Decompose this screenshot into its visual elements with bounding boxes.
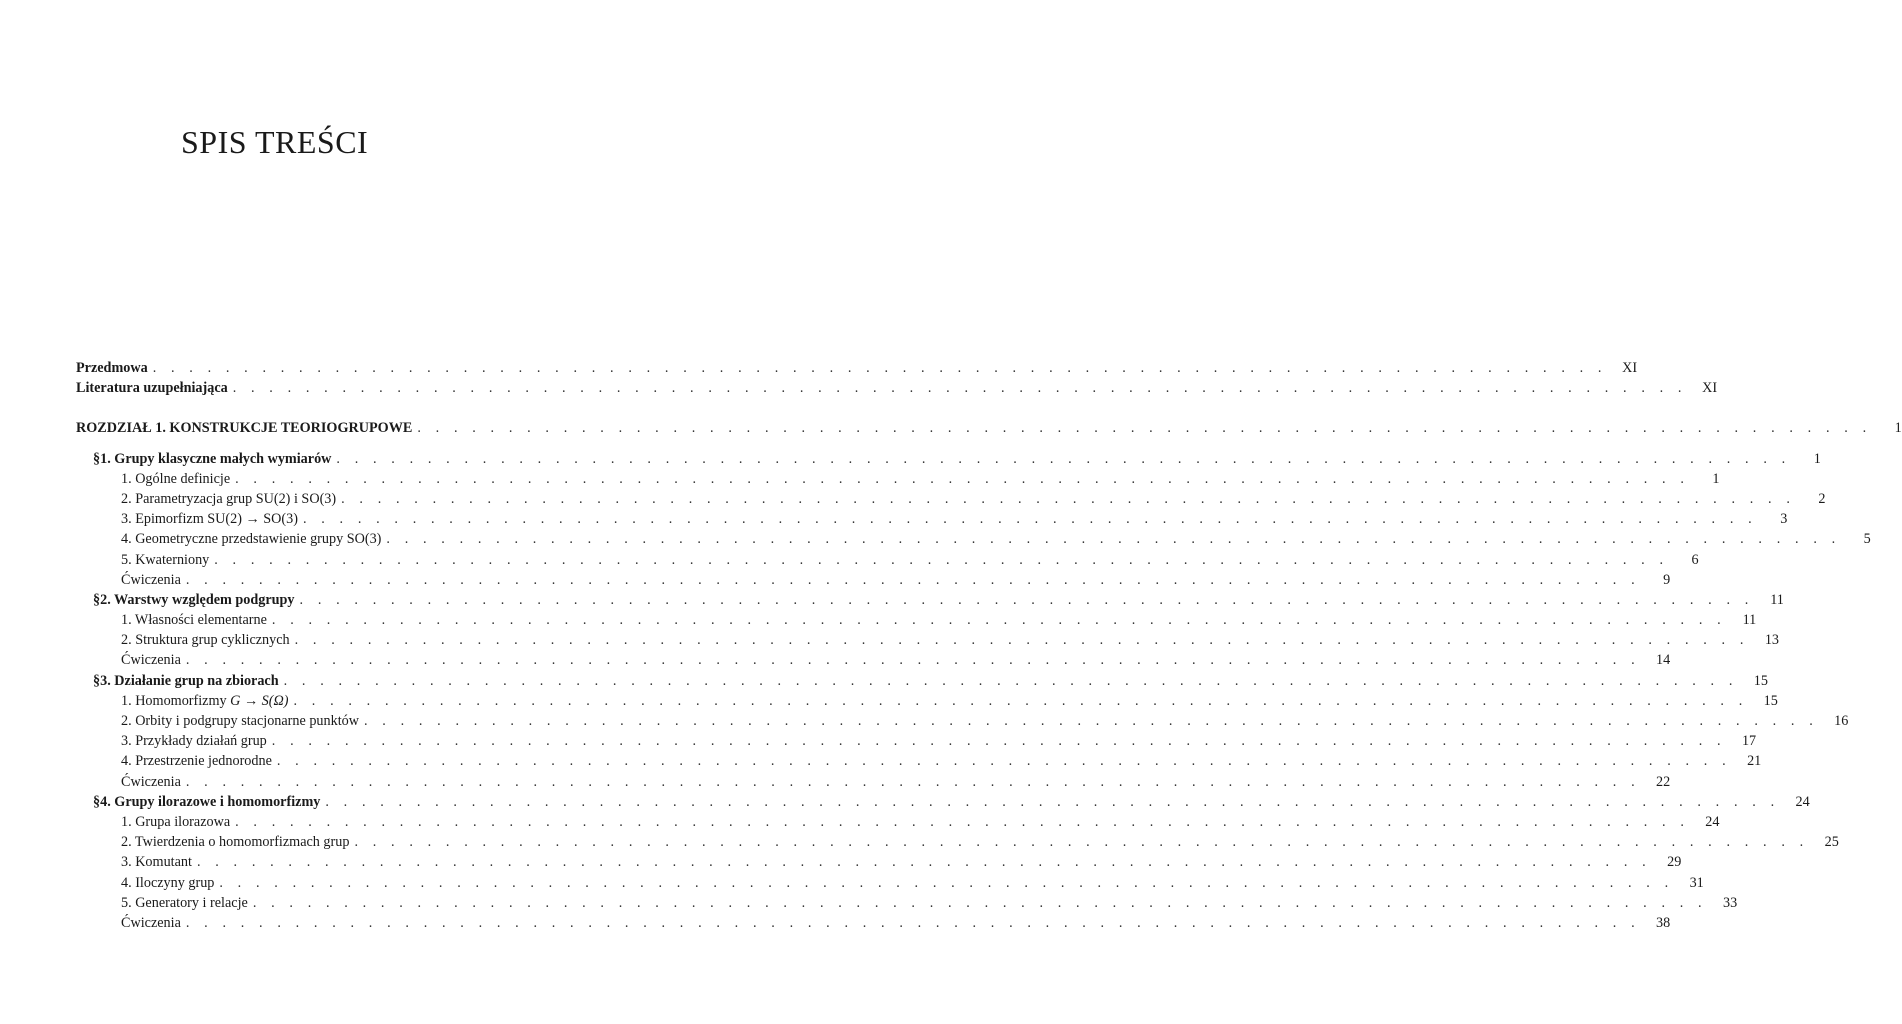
toc-label — [121, 691, 294, 711]
leader-dots: . . . . . . . . . . . . . . . . . . . . . . . . . . . . . . . . . . . . . . . . . . . . . . . . . . . . . . . . . . . . . . . . . . . . . . . . . . . . . . . . — [293, 692, 1748, 709]
toc-page: 24 — [1795, 793, 1810, 810]
math-expression: G → S(Ω) — [230, 692, 289, 709]
toc-label: 2. Parametryzacja grup SU(2) i SO(3) — [121, 490, 337, 507]
leader-dots: . . . . . . . . . . . . . . . . . . . . . . . . . . . . . . . . . . . . . . . . . . . . . . . . . . . . . . . . . . . . . . . . . . . . . . . . . . . . . . . . — [336, 450, 1791, 467]
toc-page: XI — [1622, 360, 1638, 376]
page-title: SPIS TREŚCI — [181, 124, 369, 160]
toc-page: 15 — [1753, 672, 1768, 689]
toc-page: 1 — [1894, 420, 1902, 437]
toc-page: 3 — [1780, 511, 1788, 528]
leader-dots: . . . . . . . . . . . . . . . . . . . . . . . . . . . . . . . . . . . . . . . . . . . . . . . . . . . . . . . . . . . . . . . . . . . . . . . . . . . . . . . . — [276, 753, 1732, 770]
toc-entry-section-2[interactable] — [76, 590, 1784, 610]
toc-label: Ćwiczenia — [121, 571, 181, 588]
leader-dots: . . . . . . . . . . . . . . . . . . . . . . . . . . . . . . . . . . . . . . . . . . . . . . . . . . . . . . . . . . . . . . . . . . . . . . . . . . . . . . . . — [235, 813, 1690, 830]
toc-page: 16 — [1834, 713, 1849, 729]
toc-label: 4. Przestrzenie jednorodne — [121, 753, 272, 770]
toc-entry-subsection[interactable] — [76, 509, 1788, 529]
toc-label: 5. Kwaterniony — [121, 551, 210, 568]
toc-entry-exercises[interactable] — [76, 913, 1671, 933]
toc-label: 2. Orbity i podgrupy stacjonarne punktów — [121, 713, 359, 729]
toc-label: 2. Struktura grup cyklicznych — [121, 632, 290, 649]
toc-page: 13 — [1764, 632, 1779, 649]
toc-page: 1 — [1813, 450, 1821, 467]
toc-entry-subsection[interactable] — [76, 711, 1849, 731]
toc-label: §4. Grupy ilorazowe i homomorfizmy — [93, 793, 321, 810]
toc-entry-subsection[interactable] — [76, 630, 1779, 650]
toc-label: 3. Komutant — [121, 854, 192, 871]
leader-dots: . . . . . . . . . . . . . . . . . . . . . . . . . . . . . . . . . . . . . . . . . . . . . . . . . . . . . . . . . . . . . . . . . . . . . . . . . . . . . . . . — [185, 914, 1641, 931]
toc-label: 1. Ogólne definicje — [121, 470, 231, 487]
toc-label: Ćwiczenia — [121, 652, 181, 669]
toc-page: XI — [1702, 380, 1718, 397]
leader-dots: . . . . . . . . . . . . . . . . . . . . . . . . . . . . . . . . . . . . . . . . . . . . . . . . . . . . . . . . . . . . . . . . . . . . . . . . . . . . . . . . — [235, 470, 1690, 487]
leader-dots: . . . . . . . . . . . . . . . . . . . . . . . . . . . . . . . . . . . . . . . . . . . . . . . . . . . . . . . . . . . . . . . . . . . . . . . . . . . . . . . . — [271, 612, 1727, 629]
leader-dots: . . . . . . . . . . . . . . . . . . . . . . . . . . . . . . . . . . . . . . . . . . . . . . . . . . . . . . . . . . . . . . . . . . . . . . . . . . . . . . . . — [341, 490, 1796, 507]
leader-dots: . . . . . . . . . . . . . . . . . . . . . . . . . . . . . . . . . . . . . . . . . . . . . . . . . . . . . . . . . . . . . . . . . . . . . . . . . . . . . . . . — [294, 632, 1749, 649]
toc-label: 3. Przykłady działań grup — [121, 733, 267, 750]
leader-dots: . . . . . . . . . . . . . . . . . . . . . . . . . . . . . . . . . . . . . . . . . . . . . . . . . . . . . . . . . . . . . . . . . . . . . . . . . . . . . . . . — [219, 874, 1674, 891]
toc-label: 1. Własności elementarne — [121, 612, 267, 629]
toc-entry-chapter-1[interactable] — [76, 418, 1902, 438]
toc-page: 31 — [1689, 874, 1704, 891]
toc-page: 24 — [1705, 813, 1720, 830]
toc-label: 5. Generatory i relacje — [121, 894, 248, 911]
toc-entry-subsection[interactable] — [76, 489, 1826, 509]
toc-entry-subsection[interactable] — [76, 610, 1757, 630]
toc-label: §1. Grupy klasyczne małych wymiarów — [93, 450, 332, 467]
toc-label-prefix: 1. Homomorfizmy — [121, 692, 231, 709]
toc-entry-exercises[interactable] — [76, 570, 1671, 590]
toc-page: 2 — [1818, 490, 1826, 507]
toc-page: 1 — [1712, 470, 1720, 487]
toc-label: 2. Twierdzenia o homomorfizmach grup — [121, 834, 350, 851]
toc-entry-section-4[interactable] — [76, 792, 1810, 812]
toc-entry-further-reading[interactable] — [76, 378, 1718, 398]
leader-dots: . . . . . . . . . . . . . . . . . . . . . . . . . . . . . . . . . . . . . . . . . . . . . . . . . . . . . . . . . . . . . . . . . . . . . . . . . . . . . . . . — [252, 894, 1708, 911]
toc-page: 25 — [1824, 834, 1839, 851]
leader-dots: . . . . . . . . . . . . . . . . . . . . . . . . . . . . . . . . . . . . . . . . . . . . . . . . . . . . . . . . . . . . . . . . . . . . . . . . . . . . . . . . — [302, 511, 1758, 528]
toc-page: 9 — [1663, 571, 1671, 588]
toc-entry-subsection[interactable] — [76, 832, 1839, 852]
toc-page: 33 — [1723, 894, 1738, 911]
leader-dots: . . . . . . . . . . . . . . . . . . . . . . . . . . . . . . . . . . . . . . . . . . . . . . . . . . . . . . . . . . . . . . . . . . . . . . . . . . . . . . . . — [214, 551, 1669, 568]
toc-page: 11 — [1742, 612, 1757, 629]
toc-label: Ćwiczenia — [121, 773, 181, 790]
toc-label: Literatura uzupełniająca — [76, 380, 228, 397]
toc-label: ROZDZIAŁ 1. KONSTRUKCJE TEORIOGRUPOWE — [76, 420, 413, 437]
leader-dots: . . . . . . . . . . . . . . . . . . . . . . . . . . . . . . . . . . . . . . . . . . . . . . . . . . . . . . . . . . . . . . . . . . . . . . . . . . . . . . . . — [152, 360, 1608, 376]
leader-dots: . . . . . . . . . . . . . . . . . . . . . . . . . . . . . . . . . . . . . . . . . . . . . . . . . . . . . . . . . . . . . . . . . . . . . . . . . . . . . . . . — [283, 672, 1738, 689]
toc-label: Przedmowa — [76, 360, 148, 376]
toc-label: §2. Warstwy względem podgrupy — [93, 591, 295, 608]
toc-page: 6 — [1691, 551, 1699, 568]
toc-entry-subsection[interactable] — [76, 691, 1778, 711]
leader-dots: . . . . . . . . . . . . . . . . . . . . . . . . . . . . . . . . . . . . . . . . . . . . . . . . . . . . . . . . . . . . . . . . . . . . . . . . . . . . . . . . — [325, 793, 1780, 810]
toc-entry-preface[interactable] — [76, 358, 1638, 378]
toc-entry-subsection[interactable] — [76, 893, 1738, 913]
toc-entry-subsection[interactable] — [76, 731, 1757, 751]
leader-dots: . . . . . . . . . . . . . . . . . . . . . . . . . . . . . . . . . . . . . . . . . . . . . . . . . . . . . . . . . . . . . . . . . . . . . . . . . . . . . . . . — [232, 380, 1688, 397]
toc-entry-exercises[interactable] — [76, 772, 1671, 792]
toc-entry-subsection[interactable] — [76, 550, 1699, 570]
toc-page: 21 — [1747, 753, 1762, 770]
toc-label: §3. Działanie grup na zbiorach — [93, 672, 279, 689]
toc-page: 29 — [1667, 854, 1682, 871]
toc-entry-subsection[interactable] — [76, 529, 1871, 549]
toc-entry-subsection[interactable] — [76, 852, 1682, 872]
toc-entry-section-1[interactable] — [76, 449, 1821, 469]
toc-label: 3. Epimorfizm SU(2) → SO(3) — [121, 511, 298, 528]
toc-entry-subsection[interactable] — [76, 873, 1704, 893]
leader-dots: . . . . . . . . . . . . . . . . . . . . . . . . . . . . . . . . . . . . . . . . . . . . . . . . . . . . . . . . . . . . . . . . . . . . . . . . . . . . . . . . — [185, 652, 1641, 669]
toc-entry-subsection[interactable] — [76, 751, 1762, 771]
table-of-contents — [76, 358, 1902, 933]
leader-dots: . . . . . . . . . . . . . . . . . . . . . . . . . . . . . . . . . . . . . . . . . . . . . . . . . . . . . . . . . . . . . . . . . . . . . . . . . . . . . . . . — [417, 420, 1872, 437]
leader-dots: . . . . . . . . . . . . . . . . . . . . . . . . . . . . . . . . . . . . . . . . . . . . . . . . . . . . . . . . . . . . . . . . . . . . . . . . . . . . . . . . — [271, 733, 1727, 750]
toc-page: 11 — [1770, 591, 1784, 608]
toc-page: 5 — [1863, 531, 1871, 548]
leader-dots: . . . . . . . . . . . . . . . . . . . . . . . . . . . . . . . . . . . . . . . . . . . . . . . . . . . . . . . . . . . . . . . . . . . . . . . . . . . . . . . . — [364, 713, 1819, 729]
toc-page: 17 — [1741, 733, 1757, 750]
toc-page: 14 — [1656, 652, 1671, 669]
leader-dots: . . . . . . . . . . . . . . . . . . . . . . . . . . . . . . . . . . . . . . . . . . . . . . . . . . . . . . . . . . . . . . . . . . . . . . . . . . . . . . . . — [185, 773, 1641, 790]
toc-entry-exercises[interactable] — [76, 650, 1671, 670]
leader-dots: . . . . . . . . . . . . . . . . . . . . . . . . . . . . . . . . . . . . . . . . . . . . . . . . . . . . . . . . . . . . . . . . . . . . . . . . . . . . . . . . — [354, 834, 1809, 851]
leader-dots: . . . . . . . . . . . . . . . . . . . . . . . . . . . . . . . . . . . . . . . . . . . . . . . . . . . . . . . . . . . . . . . . . . . . . . . . . . . . . . . . — [386, 531, 1841, 548]
leader-dots: . . . . . . . . . . . . . . . . . . . . . . . . . . . . . . . . . . . . . . . . . . . . . . . . . . . . . . . . . . . . . . . . . . . . . . . . . . . . . . . . — [196, 854, 1652, 871]
toc-page: 38 — [1656, 914, 1671, 931]
toc-entry-section-3[interactable] — [76, 671, 1768, 691]
toc-label: Ćwiczenia — [121, 914, 181, 931]
toc-entry-subsection[interactable] — [76, 812, 1720, 832]
toc-entry-subsection[interactable] — [76, 469, 1720, 489]
toc-page: 22 — [1656, 773, 1671, 790]
toc-page: 15 — [1763, 692, 1778, 709]
toc-label: 4. Iloczyny grup — [121, 874, 215, 891]
toc-label: 4. Geometryczne przedstawienie grupy SO(3) — [121, 531, 382, 548]
leader-dots: . . . . . . . . . . . . . . . . . . . . . . . . . . . . . . . . . . . . . . . . . . . . . . . . . . . . . . . . . . . . . . . . . . . . . . . . . . . . . . . . — [185, 571, 1641, 588]
toc-label: 1. Grupa ilorazowa — [121, 813, 231, 830]
leader-dots: . . . . . . . . . . . . . . . . . . . . . . . . . . . . . . . . . . . . . . . . . . . . . . . . . . . . . . . . . . . . . . . . . . . . . . . . . . . . . . . . — [299, 591, 1754, 608]
